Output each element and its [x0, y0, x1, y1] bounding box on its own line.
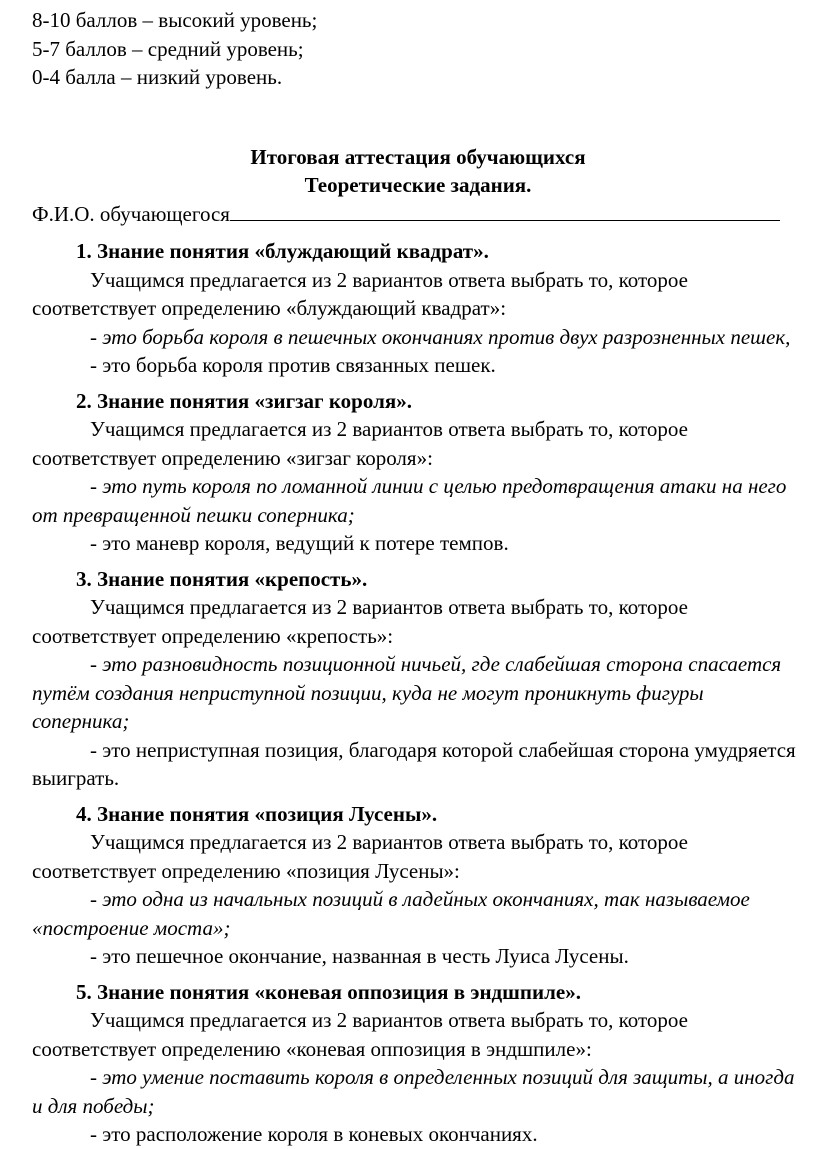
task-title: 5. Знание понятия «коневая оппозиция в эндшпиле».	[76, 979, 581, 1004]
task-prompt: Учащимся предлагается из 2 вариантов ответа выбрать то, которое соответствует определению «блуждающий квадрат»:	[32, 267, 688, 320]
task-prompt: Учащимся предлагается из 2 вариантов ответа выбрать то, которое соответствует определению «позиция Лусены»:	[32, 830, 688, 883]
scale-line-medium: 5-7 баллов – средний уровень;	[32, 36, 304, 61]
document-title: Итоговая аттестация обучающихся	[250, 144, 586, 169]
scoring-scale	[32, 6, 804, 92]
student-name-field[interactable]	[230, 202, 780, 221]
option-correct	[32, 472, 804, 529]
task-2	[32, 387, 804, 558]
option-other: - это маневр короля, ведущий к потере темпов.	[90, 531, 509, 555]
option-other: - это неприступная позиция, благодаря которой слабейшая сторона умудряется выиграть.	[32, 737, 796, 790]
option-correct-text: это путь короля по ломанной линии с целью предотвращения атаки на него от превращенной пешки соперника;	[32, 474, 787, 527]
option-correct-text: это умение поставить короля в определенных позиций для защиты, а иногда и для победы;	[32, 1065, 795, 1118]
task-title: 2. Знание понятия «зигзаг короля».	[76, 388, 412, 413]
scale-line-low: 0-4 балла – низкий уровень.	[32, 65, 283, 89]
scale-line-high: 8-10 баллов – высокий уровень;	[32, 8, 318, 32]
option-dash: -	[90, 1065, 103, 1089]
spacer	[32, 92, 804, 143]
option-correct	[32, 885, 804, 942]
option-dash: -	[90, 652, 103, 676]
option-other: - это расположение короля в коневых окончаниях.	[90, 1122, 538, 1146]
task-1	[32, 237, 804, 380]
option-correct-text: это одна из начальных позиций в ладейных окончаниях, так называемое «построение моста»;	[32, 887, 750, 940]
task-4	[32, 800, 804, 971]
document-subtitle: Теоретические задания.	[304, 173, 532, 197]
task-5	[32, 978, 804, 1149]
task-prompt: Учащимся предлагается из 2 вариантов ответа выбрать то, которое соответствует определению «зигзаг короля»:	[32, 417, 688, 470]
task-title: 4. Знание понятия «позиция Лусены».	[76, 801, 438, 826]
task-title: 3. Знание понятия «крепость».	[76, 566, 368, 591]
option-other: - это борьба короля против связанных пешек.	[90, 353, 496, 377]
option-correct	[32, 650, 804, 736]
task-prompt: Учащимся предлагается из 2 вариантов ответа выбрать то, которое соответствует определению «коневая оппозиция в эндшпиле»:	[32, 1008, 688, 1061]
option-correct	[32, 323, 804, 352]
option-dash: -	[90, 887, 103, 911]
option-dash: -	[90, 474, 103, 498]
document-page	[32, 6, 804, 1149]
option-dash: -	[90, 324, 103, 349]
task-prompt: Учащимся предлагается из 2 вариантов ответа выбрать то, которое соответствует определению «крепость»:	[32, 595, 688, 648]
option-correct	[32, 1063, 804, 1120]
student-name-line	[32, 200, 804, 229]
student-name-label: Ф.И.О. обучающегося	[32, 201, 230, 226]
option-correct-text: это борьба короля в пешечных окончаниях против двух разрозненных пешек,	[102, 324, 791, 349]
task-3	[32, 565, 804, 793]
task-title: 1. Знание понятия «блуждающий квадрат».	[76, 239, 489, 263]
option-correct-text: это разновидность позиционной ничьей, где слабейшая сторона спасается путём создания неприступной позиции, куда не могут проникнуть фигуры соперника;	[32, 652, 782, 733]
option-other: - это пешечное окончание, названная в честь Луиса Лусены.	[90, 944, 629, 968]
